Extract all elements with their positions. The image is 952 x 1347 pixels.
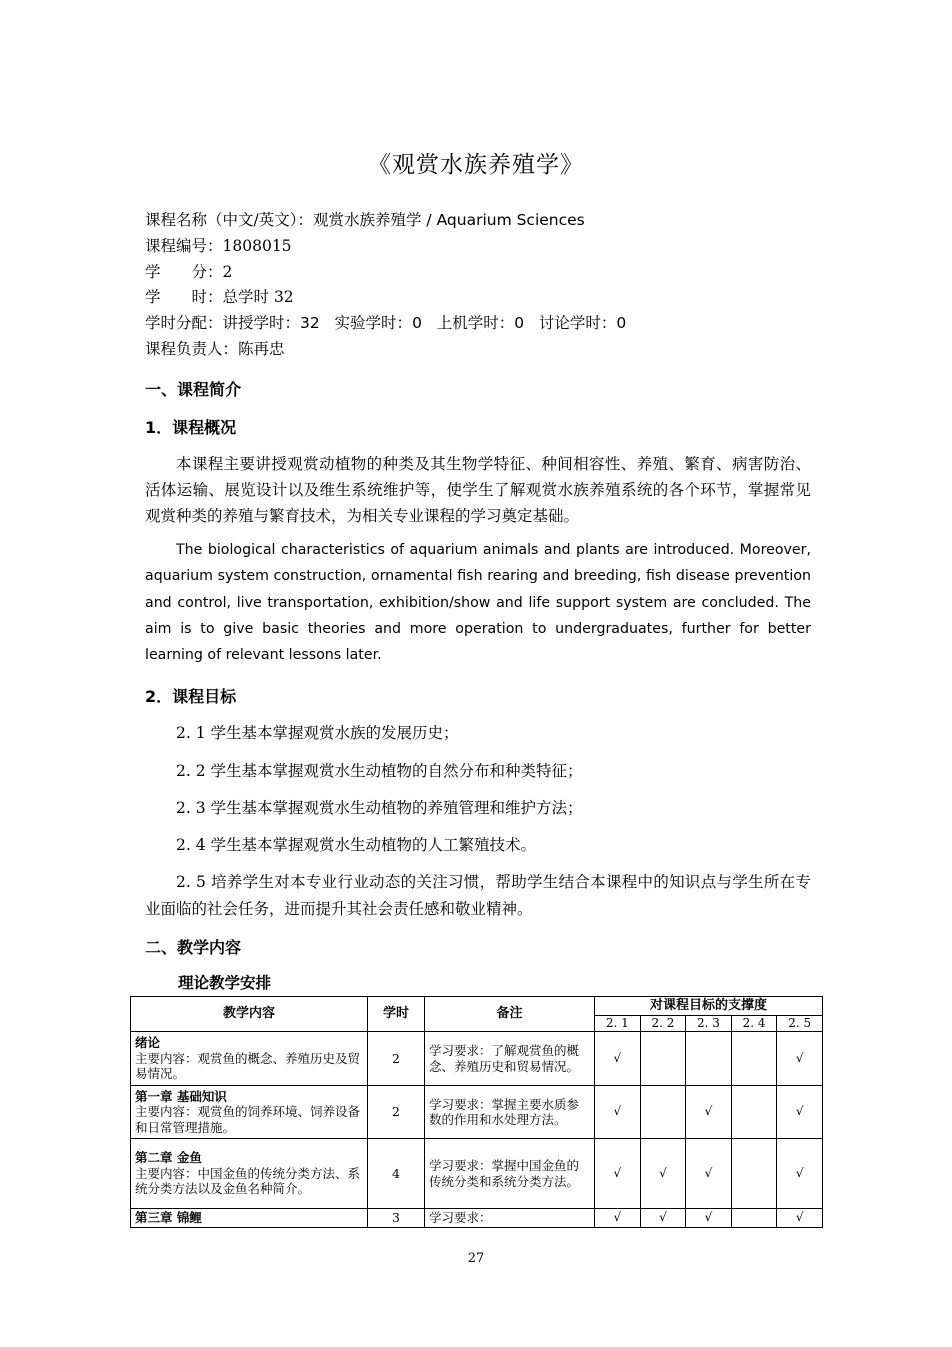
row-content-cell [131, 1032, 368, 1086]
section-heading-content: 二、教学内容 [145, 938, 242, 957]
course-lead: 陈再忠 [238, 339, 285, 358]
allocation-label: 学时分配： [145, 314, 223, 333]
header-goal: 2. 3 [686, 1015, 732, 1032]
overview-paragraph-cn: 本课程主要讲授观赏动植物的种类及其生物学特征、种间相容性、养殖、繁育、病害防治、活体运输、展览设计以及维生系统维护等，使学生了解观赏水族养殖系统的各个环节，掌握常见观赏种类的养殖与繁育技术，为相关专业课程的学习奠定基础。 [145, 455, 811, 525]
course-name-separator: / [421, 211, 437, 229]
course-name-label: 课程名称（中文/英文）： [145, 211, 313, 229]
header-notes: 备注 [425, 997, 595, 1032]
table-row [131, 1209, 823, 1228]
support-mark: √ [640, 1139, 686, 1209]
header-support: 对课程目标的支撑度 [595, 997, 823, 1016]
course-lead-label: 课程负责人： [145, 339, 239, 358]
support-mark [731, 1032, 777, 1086]
row-hours: 2 [368, 1086, 425, 1139]
discussion-hours-label: 讨论学时： [538, 314, 617, 333]
hours-row [145, 285, 626, 311]
course-code: 1808015 [222, 236, 292, 255]
computer-hours: 0 [514, 314, 525, 333]
support-mark [686, 1032, 732, 1086]
support-mark: √ [640, 1209, 686, 1228]
support-mark: √ [777, 1209, 823, 1228]
support-mark: √ [777, 1139, 823, 1209]
row-notes: 学习要求：掌握中国金鱼的传统分类和系统分类方法。 [425, 1139, 595, 1209]
support-mark: √ [595, 1032, 641, 1086]
header-goal: 2. 5 [777, 1015, 823, 1032]
course-name-cn: 观赏水族养殖学 [312, 211, 422, 229]
header-hours: 学时 [368, 997, 425, 1032]
support-mark [640, 1086, 686, 1139]
hours-value: 总学时 32 [222, 288, 294, 307]
support-mark: √ [686, 1139, 732, 1209]
support-mark: √ [686, 1086, 732, 1139]
credit-value: 2 [222, 262, 233, 281]
page-number: 27 [467, 1251, 485, 1266]
theory-schedule-heading: 理论教学安排 [178, 974, 272, 992]
course-name-row [145, 208, 626, 234]
table-header-row [131, 997, 823, 1016]
support-mark: √ [595, 1139, 641, 1209]
row-notes: 学习要求： [425, 1209, 595, 1228]
chapter-title: 第二章 金鱼 [135, 1150, 202, 1166]
row-notes: 学习要求：掌握主要水质参数的作用和水处理方法。 [425, 1086, 595, 1139]
support-mark: √ [777, 1086, 823, 1139]
row-hours: 4 [368, 1139, 425, 1209]
chapter-title: 第三章 锦鲤 [135, 1210, 202, 1225]
section-heading-overview: 1．课程概况 [145, 418, 237, 437]
goal-item: 2. 3 学生基本掌握观赏水生动植物的养殖管理和维护方法； [176, 799, 583, 817]
goal-item: 2. 4 学生基本掌握观赏水生动植物的人工繁殖技术。 [176, 836, 537, 854]
lab-hours-label: 实验学时： [334, 314, 413, 333]
chapter-title: 第一章 基础知识 [135, 1088, 227, 1104]
overview-paragraph-en: The biological characteristics of aquarium animals and plants are introduced. Moreover, aquarium system construction, ornamental fish rearing and breeding, fish disease prevention and control, live transportation, exhibition/show and life support system are concluded. The aim is to give basic theories and more operation to undergraduates, further for better learning of relevant lessons later. [145, 542, 811, 664]
chapter-title: 绪论 [135, 1035, 161, 1051]
support-mark: √ [686, 1209, 732, 1228]
row-content-cell [131, 1086, 368, 1139]
section-heading-intro: 一、课程简介 [145, 380, 242, 399]
row-content-cell [131, 1139, 368, 1209]
table-row [131, 1032, 823, 1086]
header-content: 教学内容 [131, 997, 368, 1032]
row-content-cell [131, 1209, 368, 1228]
table-row [131, 1086, 823, 1139]
table-row [131, 1139, 823, 1209]
row-hours: 3 [368, 1209, 425, 1228]
support-mark [731, 1139, 777, 1209]
support-mark [731, 1209, 777, 1228]
support-mark: √ [777, 1032, 823, 1086]
header-goal: 2. 2 [640, 1015, 686, 1032]
support-mark: √ [595, 1086, 641, 1139]
lecture-hours: 32 [300, 314, 320, 333]
header-goal: 2. 4 [731, 1015, 777, 1032]
page-title: 《观赏水族养殖学》 [368, 152, 584, 178]
course-meta [145, 208, 626, 363]
course-lead-row [145, 337, 626, 363]
teaching-schedule-table [130, 996, 823, 1228]
credit-label: 学 分： [145, 262, 223, 281]
chapter-content: 主要内容：观赏鱼的概念、养殖历史及贸易情况。 [135, 1050, 361, 1082]
computer-hours-label: 上机学时： [436, 314, 515, 333]
hours-label: 学 时： [145, 288, 223, 307]
support-mark: √ [595, 1209, 641, 1228]
row-hours: 2 [368, 1032, 425, 1086]
goal-item: 2. 1 学生基本掌握观赏水族的发展历史； [176, 724, 459, 742]
credit-row [145, 260, 626, 286]
discussion-hours: 0 [616, 314, 627, 333]
section-heading-goals: 2．课程目标 [145, 687, 237, 706]
goal-item: 2. 2 学生基本掌握观赏水生动植物的自然分布和种类特征； [176, 762, 583, 780]
lab-hours: 0 [412, 314, 422, 333]
lecture-hours-label: 讲授学时： [222, 314, 301, 333]
course-code-row [145, 234, 626, 260]
header-goal: 2. 1 [595, 1015, 641, 1032]
course-name-en: Aquarium Sciences [436, 211, 585, 229]
course-code-label: 课程编号： [145, 236, 223, 255]
chapter-content: 主要内容：中国金鱼的传统分类方法、系统分类方法以及金鱼名种简介。 [135, 1165, 361, 1197]
hours-allocation-row [145, 311, 626, 337]
goal-item: 2. 5 培养学生对本专业行业动态的关注习惯，帮助学生结合本课程中的知识点与学生所在专业面临的社会任务，进而提升其社会责任感和敬业精神。 [145, 873, 811, 918]
support-mark [731, 1086, 777, 1139]
support-mark [640, 1032, 686, 1086]
chapter-content: 主要内容：观赏鱼的饲养环境、饲养设备和日常管理措施。 [135, 1104, 361, 1135]
row-notes: 学习要求：了解观赏鱼的概念、养殖历史和贸易情况。 [425, 1032, 595, 1086]
